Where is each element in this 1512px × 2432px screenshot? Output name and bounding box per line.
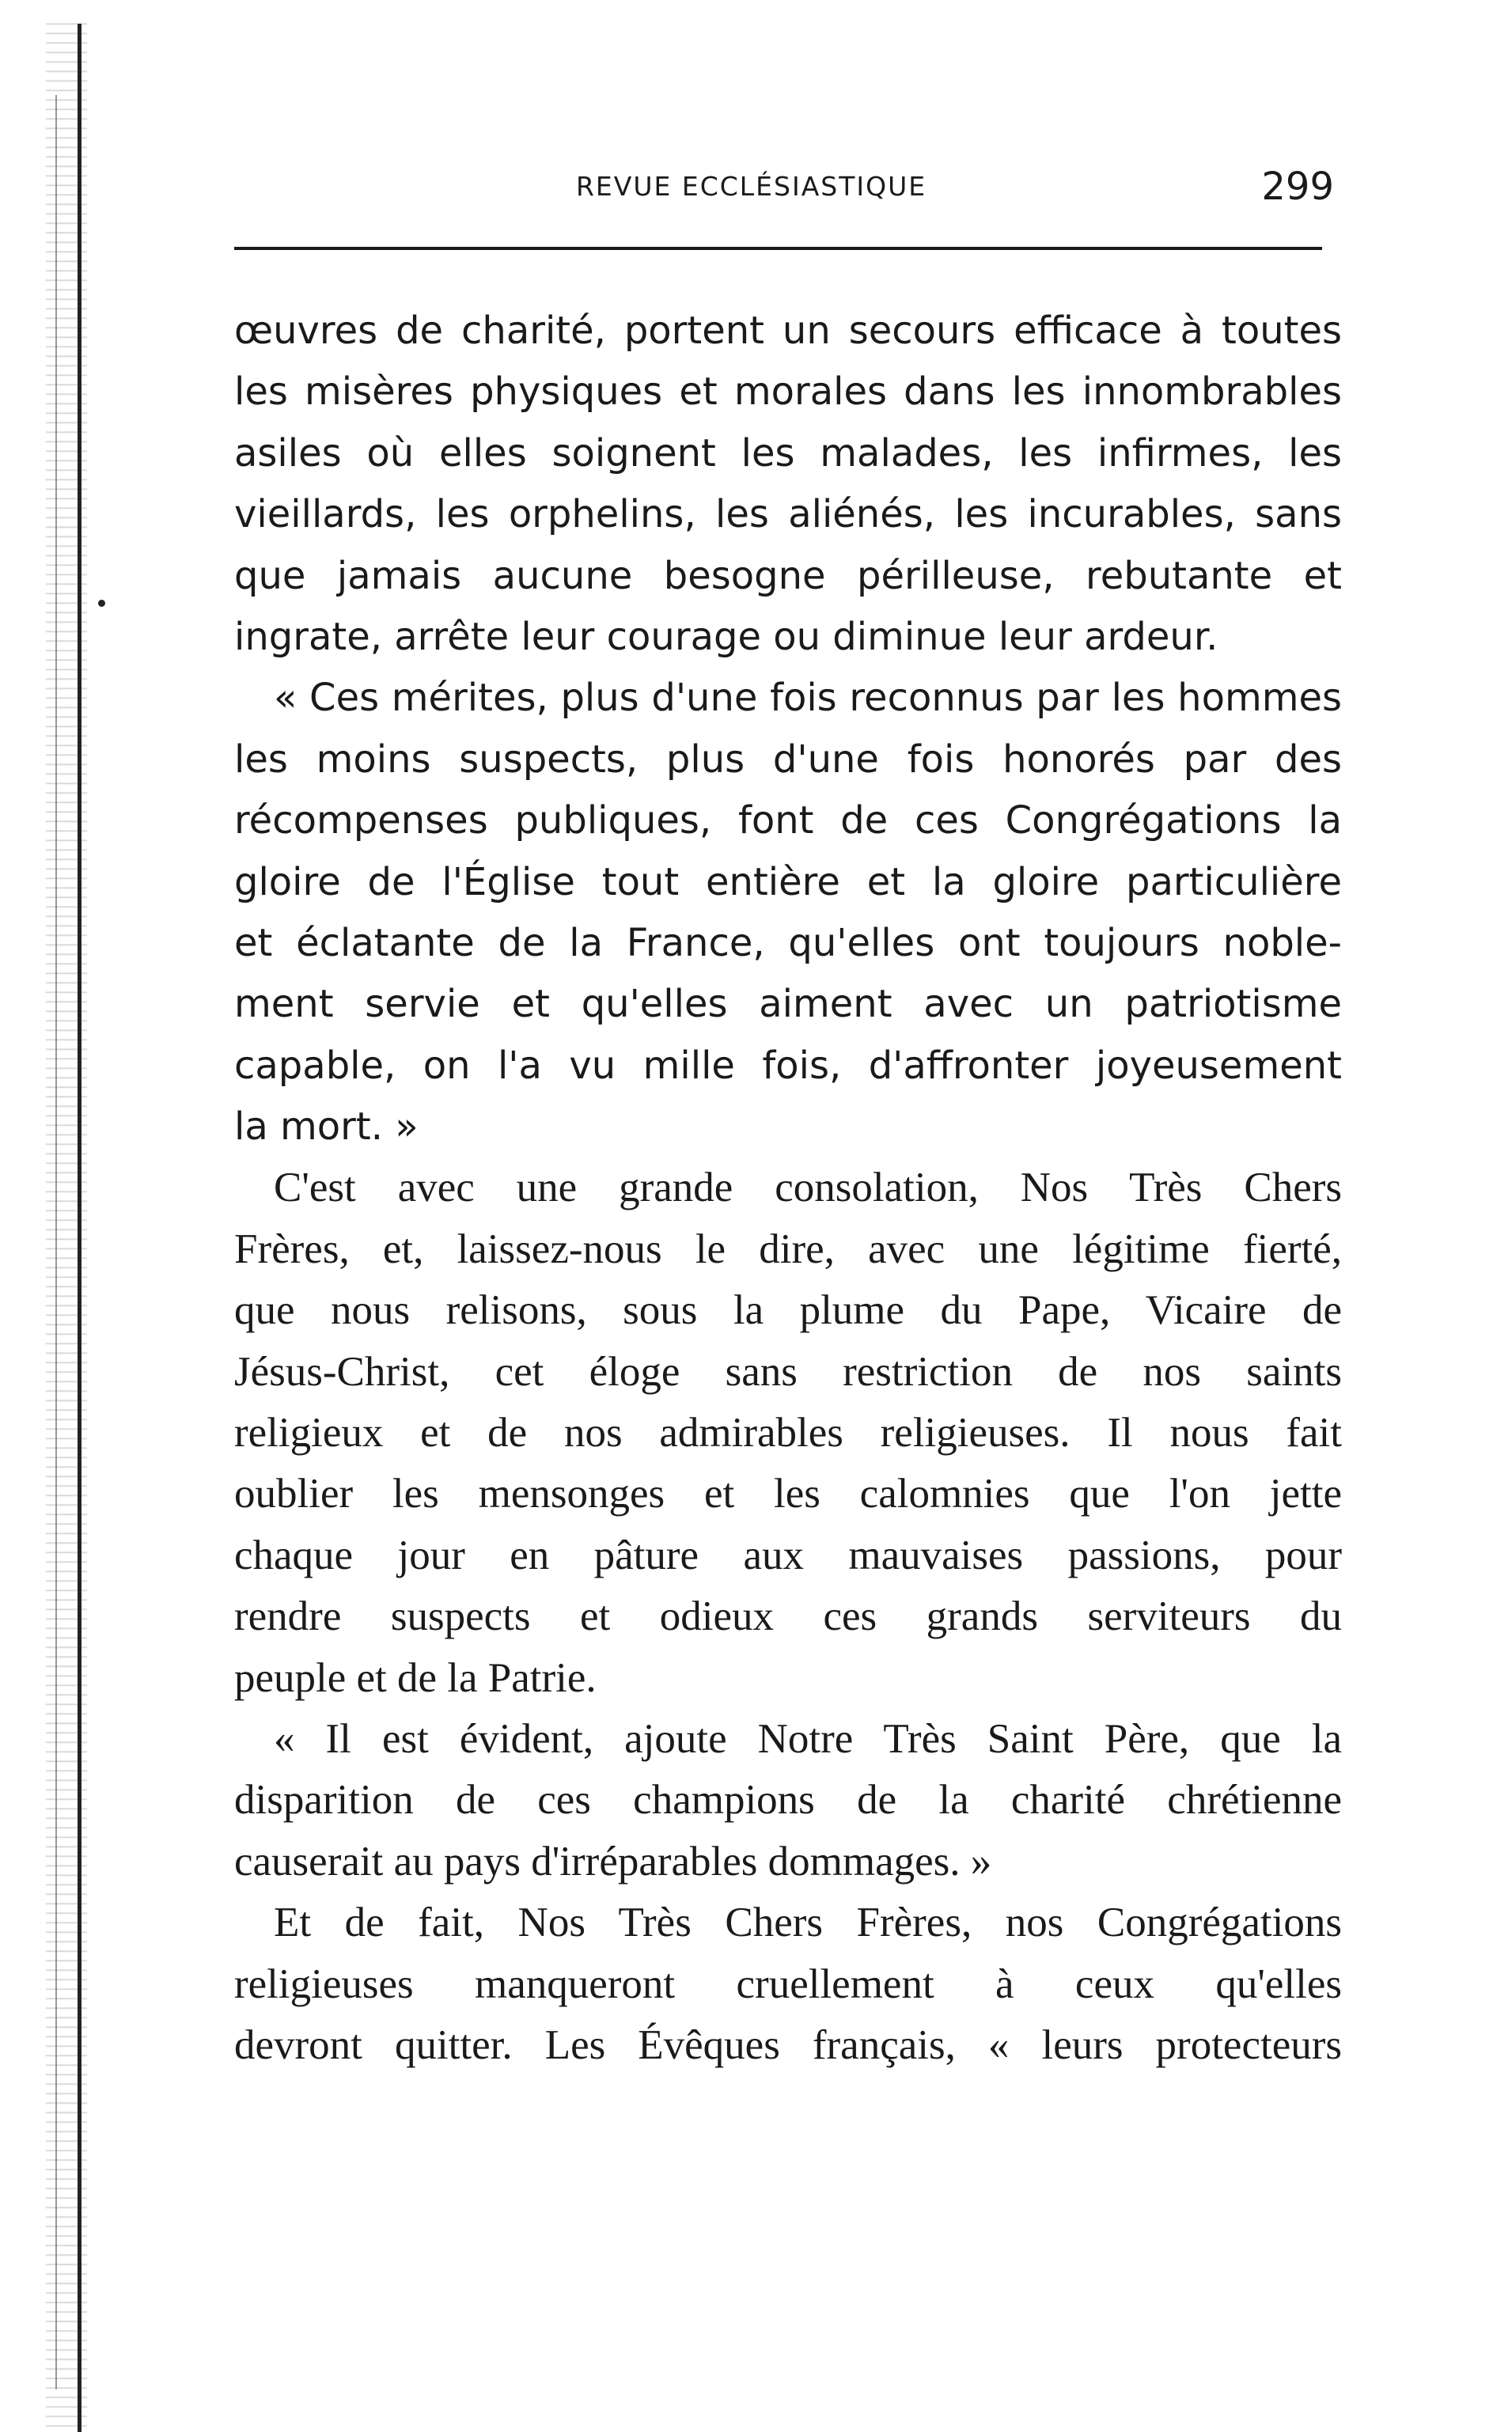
text-line: « Il est évident, ajoute Notre Très Saint Père, que la <box>274 1715 1342 1762</box>
text-line: chaque jour en pâture aux mauvaises passions, pour <box>234 1532 1342 1578</box>
text-line: asiles où elles soignent les malades, les infirmes, les <box>234 430 1342 475</box>
binding-edge-line <box>78 24 81 2432</box>
text-line: vieillards, les orphelins, les aliénés, les incurables, sans <box>234 492 1342 537</box>
running-title: REVUE ECCLÉSIASTIQUE <box>576 171 927 202</box>
text-line: disparition de ces champions de la charité chrétienne <box>234 1777 1342 1824</box>
text-line: rendre suspects et odieux ces grands serviteurs du <box>234 1593 1342 1640</box>
text-line: devront quitter. Les Évêques français, « leurs protecteurs <box>234 2021 1342 2068</box>
text-line: Et de fait, Nos Très Chers Frères, nos Congrégations <box>274 1900 1342 1946</box>
ink-speck <box>98 600 105 607</box>
binding-inner-line <box>55 95 57 2389</box>
text-line: religieux et de nos admirables religieuses. Il nous fait <box>234 1410 1342 1457</box>
text-line: gloire de l'Église tout entière et la gloire particulière <box>234 859 1342 904</box>
text-line: « Ces mérites, plus d'une fois reconnus par les hommes <box>274 676 1342 721</box>
text-line: ingrate, arrête leur courage ou diminue leur ardeur. <box>234 614 1218 659</box>
page-header <box>234 165 1334 212</box>
header-rule <box>234 247 1322 250</box>
text-line: les moins suspects, plus d'une fois honorés par des <box>234 737 1342 782</box>
text-line: oublier les mensonges et les calomnies que l'on jette <box>234 1471 1342 1517</box>
text-line: que jamais aucune besogne périlleuse, rebutante et <box>234 553 1342 598</box>
text-line: Jésus-Christ, cet éloge sans restriction de nos saints <box>234 1348 1342 1395</box>
text-line: ment servie et qu'elles aiment avec un patriotisme <box>234 982 1342 1027</box>
text-line: œuvres de charité, portent un secours efficace à toutes <box>234 309 1342 353</box>
text-line: récompenses publiques, font de ces Congrégations la <box>234 798 1342 843</box>
text-line: C'est avec une grande consolation, Nos Très Chers <box>274 1165 1342 1211</box>
text-line: causerait au pays d'irréparables dommages. » <box>234 1838 992 1885</box>
body-text <box>234 301 1342 2076</box>
text-line: que nous relisons, sous la plume du Pape, Vicaire de <box>234 1287 1342 1334</box>
text-line: la mort. » <box>234 1104 419 1150</box>
text-line: peuple et de la Patrie. <box>234 1654 597 1701</box>
text-line: religieuses manqueront cruellement à ceux qu'elles <box>234 1960 1342 2007</box>
text-line: et éclatante de la France, qu'elles ont toujours noble- <box>234 920 1342 965</box>
text-line: capable, on l'a vu mille fois, d'affronter joyeusement <box>234 1043 1342 1088</box>
text-line: les misères physiques et morales dans les innombrables <box>234 369 1342 415</box>
page-number: 299 <box>1261 165 1334 209</box>
text-line: Frères, et, laissez-nous le dire, avec une légitime fierté, <box>234 1225 1342 1272</box>
